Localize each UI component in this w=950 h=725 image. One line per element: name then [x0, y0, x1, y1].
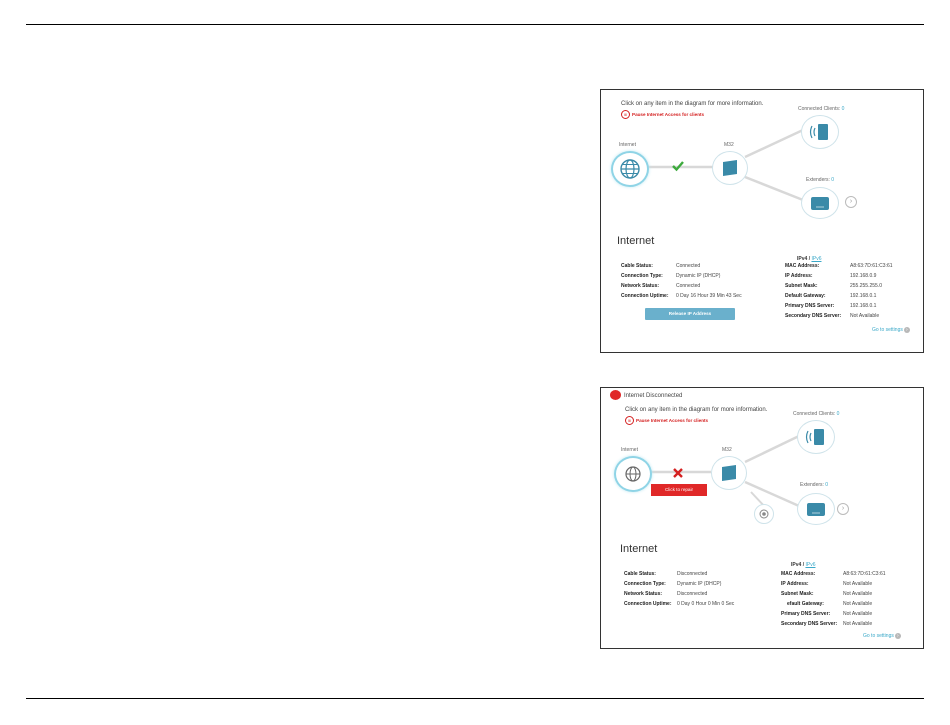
router-icon: [713, 152, 747, 184]
wireless-device-icon: [798, 421, 834, 453]
ip-version-tabs[interactable]: IPv4 / IPv6: [791, 562, 816, 568]
click-to-repair-button[interactable]: Click to repair: [651, 484, 707, 496]
extenders-node[interactable]: [801, 187, 839, 219]
x-icon: [672, 467, 684, 479]
next-arrow-icon[interactable]: ›: [837, 503, 849, 515]
extenders-label: Extenders: 0: [800, 482, 829, 488]
connected-clients-node[interactable]: [801, 115, 839, 149]
extender-icon: [802, 188, 838, 218]
disconnected-banner: Internet Disconnected: [624, 393, 683, 399]
ip-version-tabs[interactable]: IPv4 / IPv6: [797, 256, 822, 262]
ipv4-tab[interactable]: IPv4: [791, 562, 802, 568]
extenders-node[interactable]: [797, 493, 835, 525]
wps-icon: [755, 505, 773, 523]
connected-clients-label: Connected Clients: 0: [793, 411, 840, 417]
section-title: Internet: [620, 543, 658, 555]
top-rule: [26, 24, 924, 25]
router-node-label: M32: [722, 447, 732, 453]
connected-clients-node[interactable]: [797, 420, 835, 454]
arrow-right-icon: ›: [895, 633, 901, 639]
bottom-rule: [26, 698, 924, 699]
extenders-label: Extenders: 0: [806, 177, 835, 183]
next-arrow-icon[interactable]: ›: [845, 196, 857, 208]
internet-node[interactable]: [611, 151, 649, 187]
pause-internet-label: Pause Internet Access for clients: [636, 418, 709, 423]
arrow-right-icon: ›: [904, 327, 910, 333]
globe-icon: [613, 153, 647, 185]
internet-disconnected-screenshot: Internet Disconnected Click on any item in the diagram for more information. II Pause Internet Access for clients Internet Click to repair M32 Connected Clients: 0 Extenders: 0 › Internet IPv4 / IPv6 Cable Status: Disconnected Connection Type: Dynamic IP (DHCP) Network Status: Disconnected Connection Uptime: 0 Day 0 Hour 0 Min 0 Sec MAC Address: A8:63:7D:61:C3:61 IP Address: Not Available Subnet Mask: Not Available efault Gateway: Not Available Primary DNS Server: Not Available Secondary DNS Server: Not Available Go to settings ›: [600, 387, 924, 649]
go-to-settings-link[interactable]: [872, 327, 910, 333]
ipv6-tab[interactable]: IPv6: [805, 562, 816, 568]
wireless-device-icon: [802, 116, 838, 148]
wps-button-node[interactable]: [754, 504, 774, 524]
router-node-label: M32: [724, 142, 734, 148]
ipv4-tab[interactable]: IPv4: [797, 256, 808, 262]
diagram-hint: Click on any item in the diagram for more information.: [621, 101, 764, 107]
pause-icon: II: [621, 110, 630, 119]
section-title: Internet: [617, 235, 655, 247]
pause-internet-label: Pause Internet Access for clients: [632, 112, 705, 117]
internet-node-label: Internet: [619, 142, 636, 148]
release-ip-button[interactable]: Release IP Address: [645, 308, 735, 320]
router-node[interactable]: [712, 151, 748, 185]
internet-connected-screenshot: Click on any item in the diagram for more information. II Pause Internet Access for clients Internet M32 Connected Clients: 0 Extenders: 0 › Internet IPv4 / IPv6 Cable Status: Connected Connection Type: Dynamic IP (DHCP) Network Status: Connected Connection Uptime: 0 Day 16 Hour 39 Min 43 Sec Release IP Address MAC Address: A8:63:7D:61:C3:61 IP Address: 192.168.0.9 Subnet Mask: 255.255.255.0 Default Gateway: 192.168.0.1 Primary DNS Server: 192.168.0.1 Secondary DNS Server: Not Available Go to settings ›: [600, 89, 924, 353]
router-icon: [712, 457, 746, 489]
go-to-settings-label: Go to settings: [863, 633, 894, 639]
checkmark-icon: [671, 160, 685, 172]
ipv6-tab[interactable]: IPv6: [811, 256, 822, 262]
pause-icon: II: [625, 416, 634, 425]
globe-icon: [616, 458, 650, 490]
network-diagram-lines: [601, 90, 923, 230]
internet-node-label: Internet: [621, 447, 638, 453]
go-to-settings-label: Go to settings: [872, 327, 903, 333]
internet-node[interactable]: [614, 456, 652, 492]
router-node[interactable]: [711, 456, 747, 490]
diagram-hint: Click on any item in the diagram for more information.: [625, 407, 768, 413]
extender-icon: [798, 494, 834, 524]
go-to-settings-link[interactable]: [863, 633, 901, 639]
connected-clients-label: Connected Clients: 0: [798, 106, 845, 112]
